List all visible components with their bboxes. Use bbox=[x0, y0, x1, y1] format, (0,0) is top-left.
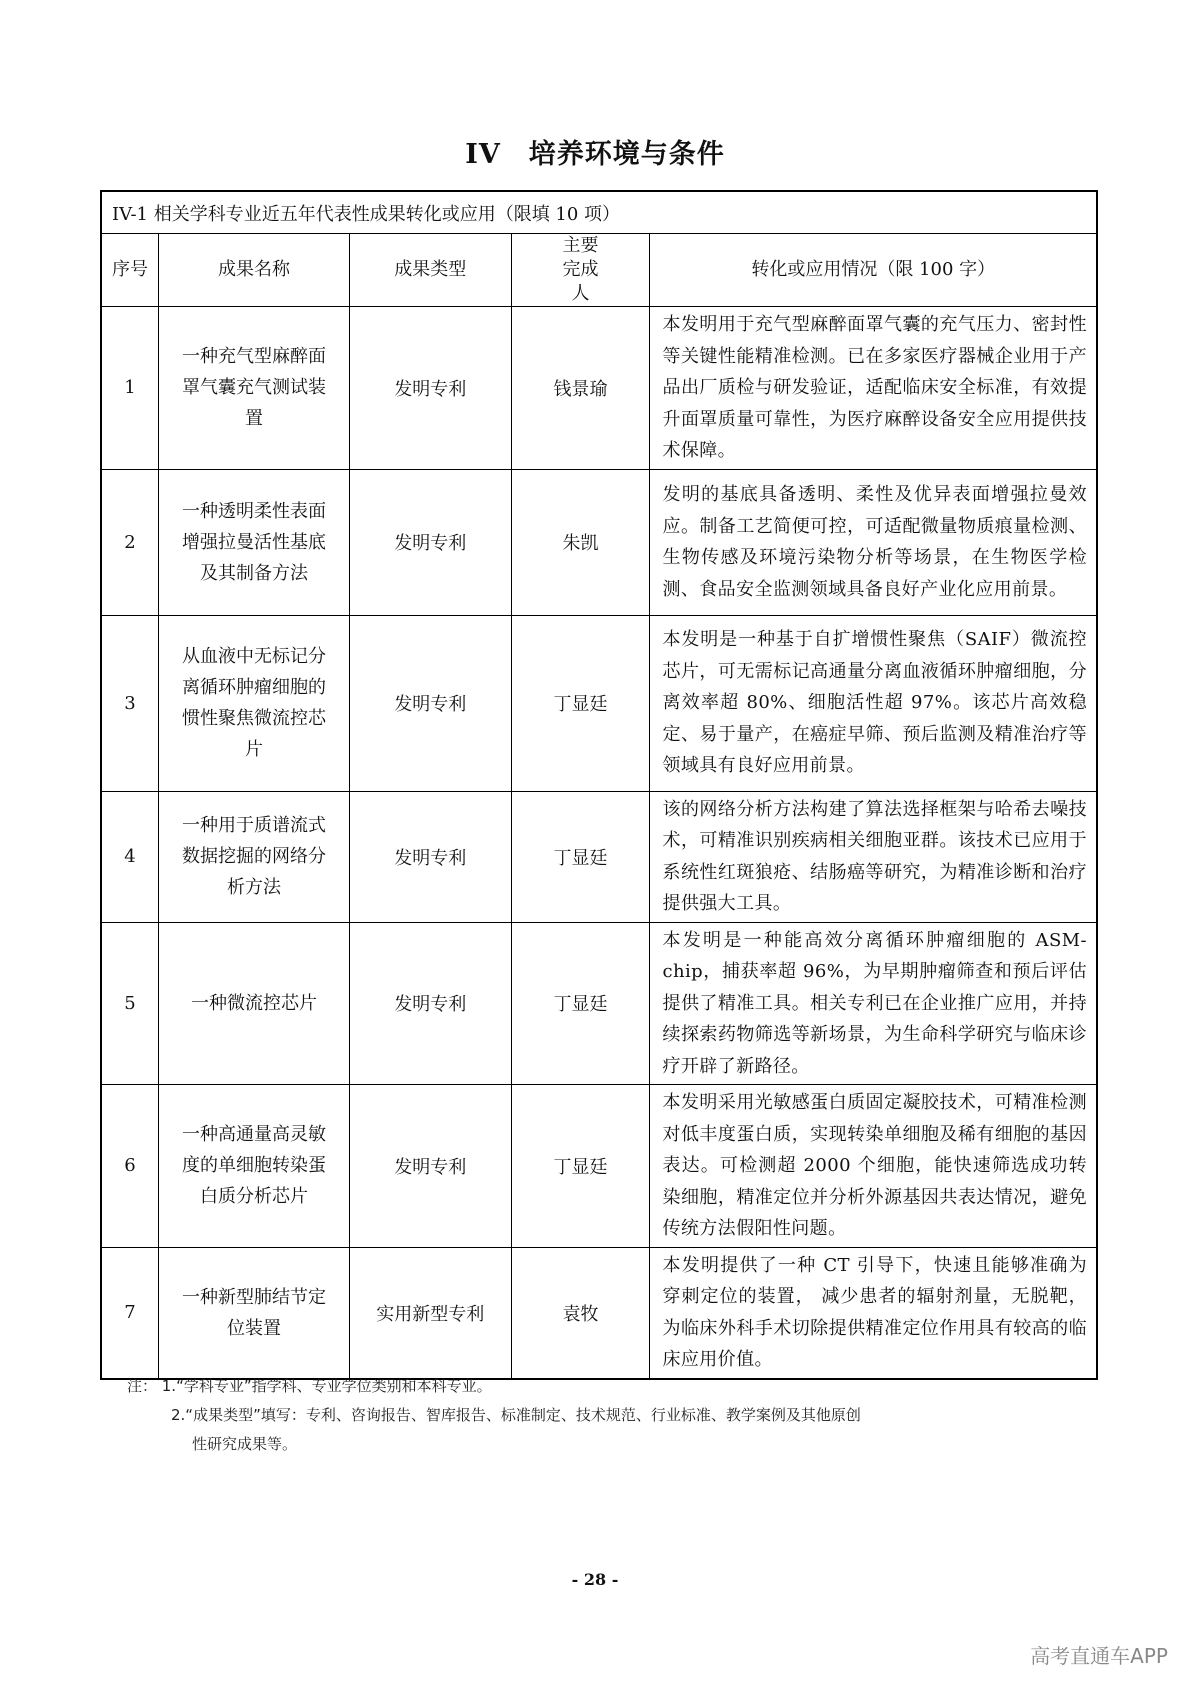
row-type: 发明专利 bbox=[349, 469, 511, 615]
row-person: 丁显廷 bbox=[511, 922, 650, 1085]
row-num: 3 bbox=[101, 615, 159, 791]
section-roman-numeral: IV bbox=[465, 139, 501, 170]
note-line-1: 注： 1.“学科专业”指学科、专业学位类别和本科专业。 bbox=[127, 1377, 492, 1395]
row-type: 发明专利 bbox=[349, 791, 511, 922]
note-line-3: 性研究成果等。 bbox=[192, 1435, 298, 1453]
table-row bbox=[101, 922, 1097, 1085]
row-desc: 本发明采用光敏感蛋白质固定凝胶技术，可精准检测对低丰度蛋白质，实现转染单细胞及稀有细胞的基因表达。可检测超 2000 个细胞，能快速筛选成功转染细胞，精准定位并分析外源基因共表达情况，避免传统方法假阳性问题。 bbox=[650, 1085, 1097, 1248]
row-desc: 本发明提供了一种 CT 引导下，快速且能够准确为穿刺定位的装置， 减少患者的辐射剂量，无脱靶，为临床外科手术切除提供精准定位作用具有较高的临床应用价值。 bbox=[650, 1247, 1097, 1379]
row-name: 一种高通量高灵敏度的单细胞转染蛋白质分析芯片 bbox=[159, 1085, 350, 1248]
header-name: 成果名称 bbox=[159, 234, 350, 307]
table-row bbox=[101, 1085, 1097, 1248]
row-person: 钱景瑜 bbox=[511, 307, 650, 470]
row-num: 1 bbox=[101, 307, 159, 470]
table-header-row bbox=[101, 234, 1097, 307]
table-row bbox=[101, 469, 1097, 615]
row-name: 一种微流控芯片 bbox=[159, 922, 350, 1085]
row-type: 实用新型专利 bbox=[349, 1247, 511, 1379]
row-desc: 本发明用于充气型麻醉面罩气囊的充气压力、密封性等关键性能精准检测。已在多家医疗器械企业用于产品出厂质检与研发验证，适配临床安全标准，有效提升面罩质量可靠性，为医疗麻醉设备安全应用提供技术保障。 bbox=[650, 307, 1097, 470]
row-desc: 发明的基底具备透明、柔性及优异表面增强拉曼效应。制备工艺简便可控，可适配微量物质痕量检测、生物传感及环境污染物分析等场景，在生物医学检测、食品安全监测领域具备良好产业化应用前景。 bbox=[650, 469, 1097, 615]
row-num: 2 bbox=[101, 469, 159, 615]
row-desc: 本发明是一种基于自扩增惯性聚焦（SAIF）微流控芯片，可无需标记高通量分离血液循环肿瘤细胞，分离效率超 80%、细胞活性超 97%。该芯片高效稳定、易于量产，在癌症早筛、预后监测及精准治疗等领域具有良好应用前景。 bbox=[650, 615, 1097, 791]
page-number: - 28 - bbox=[571, 1570, 619, 1589]
row-name: 一种新型肺结节定位装置 bbox=[159, 1247, 350, 1379]
row-name: 一种透明柔性表面增强拉曼活性基底及其制备方法 bbox=[159, 469, 350, 615]
row-name: 从血液中无标记分离循环肿瘤细胞的惯性聚焦微流控芯片 bbox=[159, 615, 350, 791]
note-line-2: 2.“成果类型”填写：专利、咨询报告、智库报告、标准制定、技术规范、行业标准、教学案例及其他原创 bbox=[171, 1406, 861, 1424]
row-num: 7 bbox=[101, 1247, 159, 1379]
row-type: 发明专利 bbox=[349, 1085, 511, 1248]
row-num: 4 bbox=[101, 791, 159, 922]
row-num: 5 bbox=[101, 922, 159, 1085]
row-desc: 本发明是一种能高效分离循环肿瘤细胞的 ASM-chip，捕获率超 96%，为早期肿瘤筛查和预后评估提供了精准工具。相关专利已在企业推广应用，并持续探索药物筛选等新场景，为生命科学研究与临床诊疗开辟了新路径。 bbox=[650, 922, 1097, 1085]
row-person: 丁显廷 bbox=[511, 1085, 650, 1248]
row-type: 发明专利 bbox=[349, 615, 511, 791]
row-desc: 该的网络分析方法构建了算法选择框架与哈希去噪技术，可精准识别疾病相关细胞亚群。该技术已应用于系统性红斑狼疮、结肠癌等研究，为精准诊断和治疗提供强大工具。 bbox=[650, 791, 1097, 922]
row-num: 6 bbox=[101, 1085, 159, 1248]
table-row bbox=[101, 1247, 1097, 1379]
section-title-text: 培养环境与条件 bbox=[528, 139, 725, 170]
row-type: 发明专利 bbox=[349, 307, 511, 470]
table-row bbox=[101, 615, 1097, 791]
table-row bbox=[101, 307, 1097, 470]
table-notes bbox=[127, 1372, 1047, 1459]
header-type: 成果类型 bbox=[349, 234, 511, 307]
row-name: 一种用于质谱流式数据挖掘的网络分析方法 bbox=[159, 791, 350, 922]
achievement-table bbox=[100, 190, 1098, 1380]
header-num: 序号 bbox=[101, 234, 159, 307]
watermark-text: 高考直通车APP bbox=[1030, 1644, 1168, 1668]
header-desc: 转化或应用情况（限 100 字） bbox=[650, 234, 1097, 307]
row-person: 袁牧 bbox=[511, 1247, 650, 1379]
row-type: 发明专利 bbox=[349, 922, 511, 1085]
row-name: 一种充气型麻醉面罩气囊充气测试装置 bbox=[159, 307, 350, 470]
table-row bbox=[101, 791, 1097, 922]
row-person: 丁显廷 bbox=[511, 615, 650, 791]
row-person: 朱凯 bbox=[511, 469, 650, 615]
section-title bbox=[0, 132, 1190, 171]
header-person bbox=[511, 234, 650, 307]
row-person: 丁显廷 bbox=[511, 791, 650, 922]
header-person-label: 主要完成人 bbox=[562, 235, 599, 304]
table-caption: IV-1 相关学科专业近五年代表性成果转化或应用（限填 10 项） bbox=[101, 191, 1097, 234]
